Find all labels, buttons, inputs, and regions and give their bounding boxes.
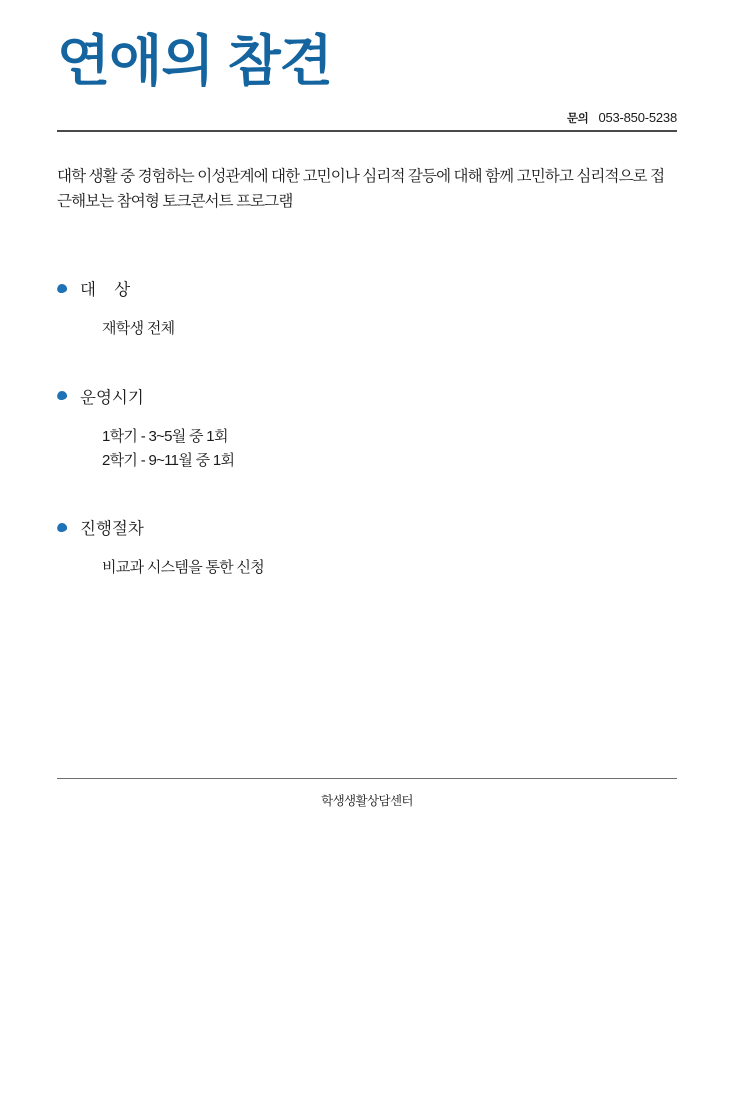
- section-header: [57, 515, 677, 539]
- section-title: 진행절차: [80, 520, 144, 539]
- section-line: 2학기 - 9~11월 중 1회: [102, 451, 235, 469]
- contact-info: [567, 110, 677, 126]
- section-procedure: [57, 515, 677, 580]
- document-footer: [57, 778, 677, 809]
- bullet-icon: [57, 390, 68, 401]
- contact-label: 문의: [566, 113, 589, 125]
- bullet-icon: [57, 522, 68, 533]
- section-title: 운영시기: [80, 388, 144, 407]
- program-sections: [57, 276, 677, 580]
- footer-divider: [57, 778, 677, 779]
- section-title: 대 상: [80, 281, 131, 300]
- document-content: [57, 30, 677, 580]
- section-line: 1학기 - 3~5월 중 1회: [102, 427, 228, 445]
- title-divider: [57, 130, 677, 132]
- document-header: [57, 30, 677, 130]
- section-line: 재학생 전체: [102, 320, 175, 338]
- contact-phone-number: 053-850-5238: [598, 110, 677, 125]
- footer-organization: 학생생활상담센터: [321, 794, 413, 808]
- program-description: 대학 생활 중 경험하는 이성관계에 대한 고민이나 심리적 갈등에 대해 함께 고민하고 심리적으로 접근해보는 참여형 토크콘서트 프로그램: [57, 168, 665, 211]
- section-body: [57, 556, 677, 580]
- section-body: [57, 317, 677, 341]
- section-header: [57, 276, 677, 300]
- section-header: [57, 384, 677, 408]
- bullet-icon: [57, 283, 68, 294]
- page-title: 연애의 참견: [57, 30, 332, 92]
- section-line: 비교과 시스템을 통한 신청: [102, 559, 265, 577]
- section-body: [57, 425, 677, 474]
- section-target: [57, 276, 677, 341]
- section-schedule: [57, 384, 677, 474]
